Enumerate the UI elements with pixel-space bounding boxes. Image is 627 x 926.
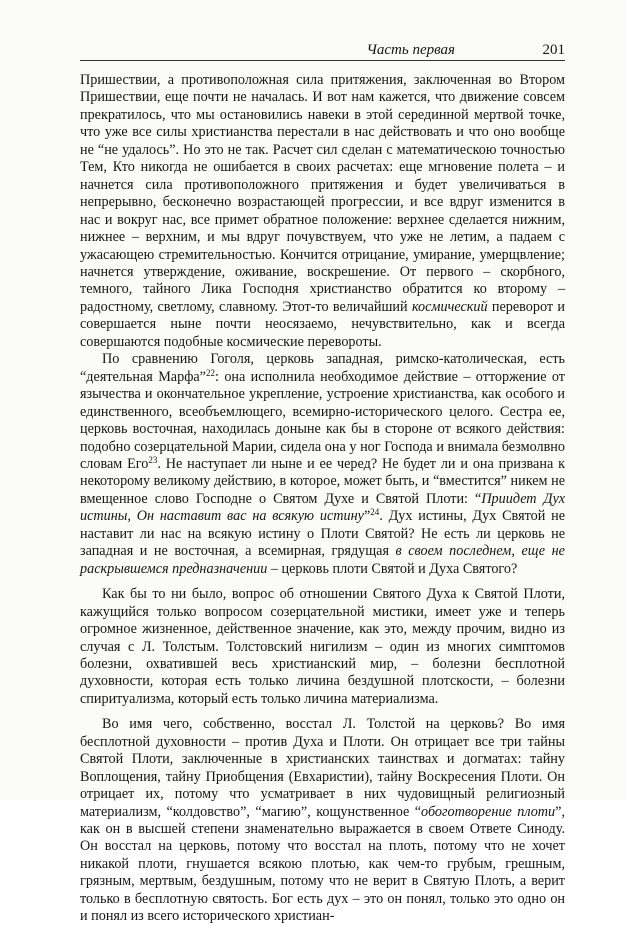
- paragraph-4: Во имя чего, собственно, восстал Л. Толстой на церковь? Во имя бесплотной духовности – против Духа и Плоти. Он отрицает все три тайны Святой Плоти, заключенные в христианских таинствах и догматах: тайну Воплощения, тайну Приобщения (Евхаристии), тайну Воскресения Плоти. Он отрицает их, потому что усматривает в них чудовищный религиозный материализм, “колдовство”, “магию”, кощунственное “обоготворение плоти”, как он в высшей степени знаменательно выражается в своем Ответе Синоду. Он восстал на церковь, потому что восстал на плоть, потому что не хочет никакой плоти, гнушается всякою плотью, как чем-то грубым, грешным, грязным, мертвым, бездушным, потому что не верит в Святую Плоть, а верит только в бесплотную святость. Бог есть дух – это он понял, только это одно он и понял из всего исторического христиан-: [80, 716, 565, 925]
- running-header: [80, 40, 565, 61]
- footnote-ref-22[interactable]: 22: [205, 367, 215, 378]
- page-body: [80, 72, 565, 926]
- paragraph-1: Пришествии, а противоположная сила притяжения, заключенная во Втором Пришествии, еще почти не началась. И вот нам кажется, что движение совсем прекратилось, что мы остановились навеки в этой серединной мертвой точке, что уже все силы христианства перестали в нас действовать и что оно вообще не “не удалось”. Но это не так. Расчет сил сделан с математическою точностью Тем, Кто никогда не ошибается в своих расчетах: еще мгновение полета – и начнется сила противоположного притяжения и будет увеличиваться в непрерывно, бесконечно возрастающей прогрессии, и все вдруг изменится в нас и вокруг нас, все примет обратное положение: верхнее сделается нижним, нижнее – верхним, и мы вдруг почувствуем, что уже не летим, а падаем с ужасающею стремительностью. Кончится отрицание, умирание, умерщвление; начнется утверждение, оживание, воскрешение. От первого – скорбного, темного, тайного Лика Господня христианство обратится ко второму – радостному, светлому, славному. Этот-то величайший космический переворот и совершается ныне почти неосязаемо, нечувствительно, как и всегда совершаются подобные космические перевороты.: [80, 72, 565, 350]
- paragraph-2: По сравнению Гоголя, церковь западная, римско-католическая, есть “деятельная Марфа”$^{22}$: она исполнила необходимое действие – отторжение от язычества и окончательное укрепление, устроение христианства, как особого и единственного, всеобъемлющего, всемирно-исторического целого. Сестра ее, церковь восточная, находилась доныне как бы в стороне от всякого действия: подобно созерцательной Марии, сидела она у ног Господа и внимала безмолвно словам Его$^{23}$. Не наступает ли ныне и ее черед? Не будет ли и она призвана к некоторому великому действию, в которое, может быть, и “вместится” никем не вмещенное слово Господне о Святом Духе и Святой Плоти: “Приидет Дух истины, Он наставит вас на всякую истину”$^{24}$. Дух истины, Дух Святой не наставит ли нас на всякую истину о Плоти Святой? Не есть ли церковь не западная и не восточная, а всемирная, грядущая в своем последнем, еще не раскрывшемся предназначении – церковь плоти Святой и Духа Святого?: [80, 351, 565, 577]
- page-number: 201: [542, 42, 565, 58]
- running-title: Часть первая: [366, 42, 455, 58]
- emphasis-cosmic: космический: [411, 298, 488, 315]
- footnote-ref-23[interactable]: 23: [148, 454, 158, 465]
- paragraph-3: Как бы то ни было, вопрос об отношении Святого Духа к Святой Плоти, кажущийся только вопросом созерцательной мистики, имеет уже и теперь огромное жизненное, действенное значение, как это, между прочим, видно из случая с Л. Толстым. Толстовский нигилизм – один из многих симптомов болезни, охватившей весь христианский мир, – болезни бесплотной духовности, которая есть только личина бездушной плотскости, – болезни спиритуализма, который есть только личина материализма.: [80, 586, 565, 707]
- emphasis-last-destination: в своем последнем, еще не раскрывшемся предназначении: [80, 543, 565, 577]
- footnote-ref-24[interactable]: 24: [370, 507, 380, 518]
- emphasis-deification-of-flesh: обоготворение плоти: [421, 803, 556, 820]
- quote-spirit-of-truth: Приидет Дух истины, Он наставит вас на всякую истину: [80, 490, 565, 525]
